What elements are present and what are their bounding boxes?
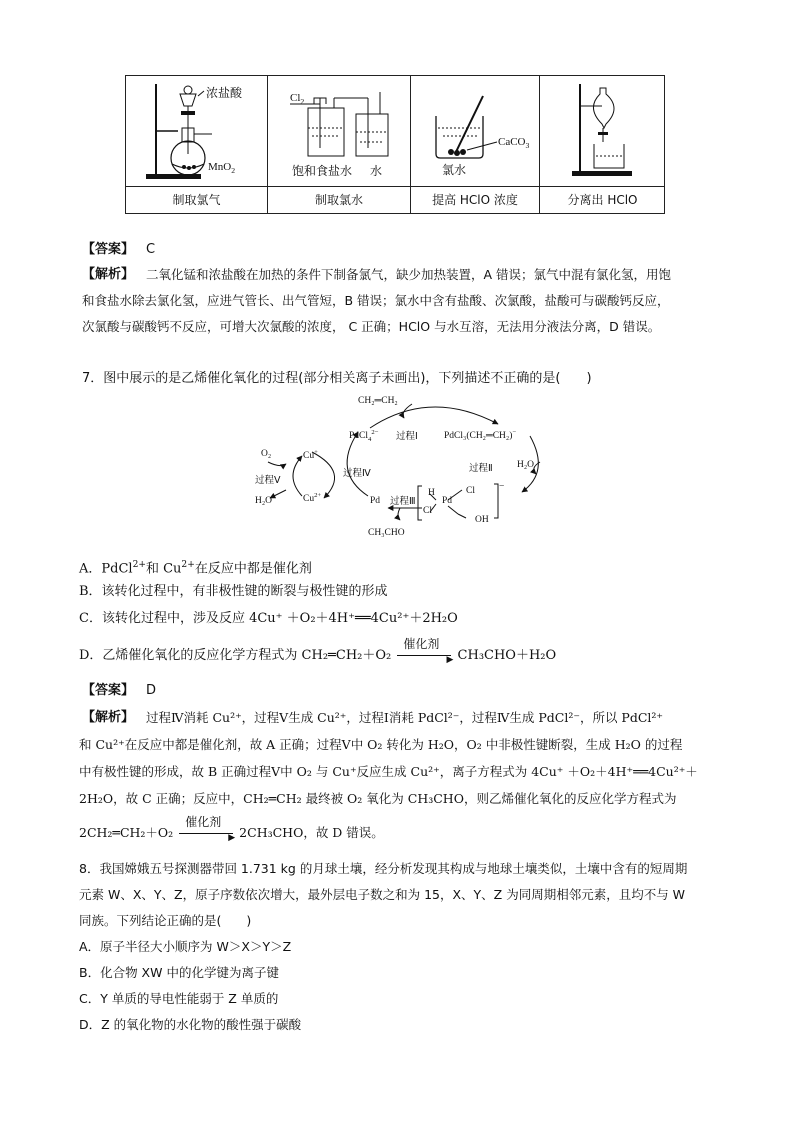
q7-option-a: A．PdCl$^{2+}$和 $Cu^{2+}$在反应中都是催化剂 bbox=[79, 560, 312, 577]
water-label: 水 bbox=[370, 164, 383, 178]
catalyst-arrow: 催化剂 ▶ bbox=[177, 826, 235, 842]
process3-label: 过程Ⅲ bbox=[390, 497, 416, 507]
chlorine-water-label: 氯水 bbox=[442, 163, 467, 177]
caco3-label: CaCO$_3$ bbox=[498, 136, 530, 151]
conc-hcl-label: 浓盐酸 bbox=[206, 86, 243, 100]
q7-analysis-line: 和 Cu²⁺在反应中都是催化剂，故 A 正确；过程Ⅴ中 O₂ 转化为 H₂O，O₂ 中非极性键断裂，生成 H₂O 的过程 bbox=[79, 737, 683, 752]
minus-label: − bbox=[499, 482, 505, 492]
q7-option-d: D．乙烯催化氧化的反应化学方程式为 CH₂═CH₂＋O₂ 催化剂 ▶ CH₃CHO＋H₂O bbox=[79, 636, 557, 665]
acetaldehyde-label: CH₃CHO bbox=[368, 528, 405, 538]
process1-label: 过程Ⅰ bbox=[396, 432, 418, 442]
h-label: H bbox=[428, 488, 435, 498]
q8-option-c: C．Y 单质的导电性能弱于 Z 单质的 bbox=[79, 991, 279, 1006]
q8-option-b: B．化合物 XW 中的化学键为离子键 bbox=[79, 965, 279, 980]
catalyst-label: 催化剂 bbox=[403, 636, 440, 651]
o2-label: O₂ bbox=[261, 449, 272, 459]
cu2-plus-label: $Cu^{2+}$ bbox=[303, 492, 322, 505]
separatory-funnel-illustration bbox=[540, 76, 665, 186]
q7-answer: D bbox=[146, 683, 157, 698]
apparatus-table bbox=[125, 75, 665, 214]
h2o-out-label: H₂O bbox=[255, 496, 273, 506]
q6-analysis-tag: 【解析】 bbox=[82, 267, 135, 282]
q8-option-d: D．Z 的氧化物的水化物的酸性强于碳酸 bbox=[79, 1017, 302, 1032]
caption-increase-hclo: 提高 HClO 浓度 bbox=[432, 193, 518, 207]
cl-left-label: Cl bbox=[423, 506, 432, 516]
cu-plus-label: Cu+ bbox=[303, 449, 318, 462]
q7-analysis-line: 2H₂O，故 C 正确；反应中，CH₂═CH₂ 最终被 O₂ 氧化为 CH₃CHO，则乙烯催化氧化的反应化学方程式为 bbox=[79, 791, 677, 806]
sat-brine-label: 饱和食盐水 bbox=[292, 164, 353, 178]
q7-option-b: B．该转化过程中，有非极性键的断裂与极性键的形成 bbox=[79, 584, 388, 599]
q8-option-a: A．原子半径大小顺序为 W＞X＞Y＞Z bbox=[79, 939, 292, 954]
ethylene-label: CH₂═CH₂ bbox=[358, 396, 398, 406]
complex-label: PdCl₃(CH₂═CH₂)− bbox=[444, 429, 517, 442]
mno2-label: MnO$_2$ bbox=[208, 161, 236, 176]
q7-analysis-tag: 【解析】 bbox=[82, 710, 135, 725]
q6-answer: C bbox=[146, 242, 156, 257]
h2o-label: H₂O bbox=[517, 460, 535, 470]
q7-answer-tag: 【答案】 bbox=[82, 683, 135, 698]
chlorine-generator-apparatus-illustration bbox=[126, 76, 267, 186]
q6-analysis-line: 和食盐水除去氯化氢，应进气管长、出气管短，B 错误；氯水中含有盐酸、次氯酸，盐酸可与碳酸钙反应， bbox=[82, 293, 670, 308]
catalyst-arrow: 催化剂 ▶ bbox=[395, 648, 453, 664]
caption-separate-hclo: 分离出 HClO bbox=[567, 193, 638, 207]
q8-stem-line: 同族。下列结论正确的是( ) bbox=[79, 913, 252, 928]
q7-option-c: C．该转化过程中，涉及反应 4Cu⁺ ＋O₂＋4H⁺══4Cu²⁺＋2H₂O bbox=[79, 611, 458, 626]
pd-label: Pd bbox=[370, 496, 381, 506]
q8-stem-line: 8．我国嫦娥五号探测器带回 1.731 kg 的月球土壤，经分析发现其构成与地球土壤类似，土壤中含有的短周期 bbox=[79, 861, 688, 876]
catalyst-label: 催化剂 bbox=[185, 814, 222, 829]
process4-label: 过程Ⅳ bbox=[343, 469, 371, 479]
caption-make-chlorine-water: 制取氯水 bbox=[314, 193, 363, 207]
q7-analysis-line: 过程Ⅳ消耗 Cu²⁺，过程Ⅴ生成 Cu²⁺，过程Ⅰ消耗 PdCl²⁻，过程Ⅳ生成 PdCl²⁻，所以 PdCl²⁺ bbox=[146, 710, 664, 725]
pdcl4-label: PdCl$_4^{2-}$ bbox=[349, 429, 379, 444]
q6-analysis-line: 二氧化锰和浓盐酸在加热的条件下制备氯气，缺少加热装置，A 错误；氯气中混有氯化氢，用饱 bbox=[146, 267, 672, 282]
cl-top-label: Cl bbox=[466, 486, 475, 496]
q7-analysis-line: 中有极性键的形成，故 B 正确过程Ⅴ中 O₂ 与 Cu⁺反应生成 Cu²⁺，离子方程式为 4Cu⁺ ＋O₂＋4H⁺══4Cu²⁺＋ bbox=[79, 764, 698, 779]
q8-stem-line: 元素 W、X、Y、Z，原子序数依次增大，最外层电子数之和为 15，X、Y、Z 为同周期相邻元素，且均不与 W bbox=[79, 887, 686, 902]
caption-make-chlorine: 制取氯气 bbox=[172, 193, 221, 207]
oh-label: OH bbox=[475, 515, 489, 525]
catalytic-cycle-diagram bbox=[240, 392, 560, 542]
q6-analysis-line: 次氯酸与碳酸钙不反应，可增大次氯酸的浓度， C 正确；HClO 与水互溶，无法用分液法分离，D 错误。 bbox=[82, 319, 661, 334]
pd-center-label: Pd bbox=[442, 496, 453, 506]
q7-stem: 7．图中展示的是乙烯催化氧化的过程(部分相关离子未画出)，下列描述不正确的是( ) bbox=[82, 371, 592, 386]
q7-final-equation: 2CH₂═CH₂＋O₂ 催化剂 ▶ 2CH₃CHO，故 D 错误。 bbox=[79, 814, 384, 843]
cl2-label: $Cl_2$ bbox=[290, 92, 305, 107]
process5-label: 过程Ⅴ bbox=[255, 476, 281, 486]
q6-answer-tag: 【答案】 bbox=[82, 242, 135, 257]
process2-label: 过程Ⅱ bbox=[469, 464, 493, 474]
beaker-caco3-illustration bbox=[411, 76, 539, 186]
